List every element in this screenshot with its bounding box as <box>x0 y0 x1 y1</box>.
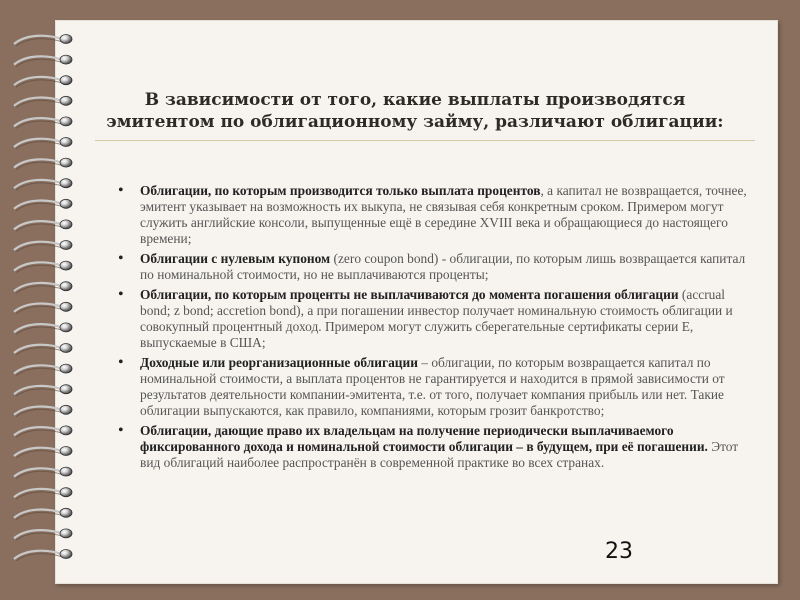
spiral-ring <box>60 241 72 250</box>
bullet-list <box>118 183 751 475</box>
spiral-ring <box>60 529 72 538</box>
title-divider <box>95 140 755 141</box>
bullet-item <box>118 287 751 351</box>
spiral-ring <box>60 426 72 435</box>
spiral-ring <box>60 344 72 353</box>
slide-title: В зависимости от того, какие выплаты производятся эмитентом по облигационному займу, различают облигации: <box>106 90 724 132</box>
spiral-ring <box>60 385 72 394</box>
spiral-ring <box>60 138 72 147</box>
spiral-ring <box>60 261 72 270</box>
page-number: 23 <box>605 539 633 564</box>
bullet-item <box>118 183 751 247</box>
spiral-ring <box>60 405 72 414</box>
spiral-ring <box>60 488 72 497</box>
spiral-ring <box>60 158 72 167</box>
spiral-ring <box>60 323 72 332</box>
spiral-binding-icon <box>10 20 80 580</box>
bullet-description: , а капитал не возвращается, точнее, эмитент указывает на возможность их выкупа, не связывая себя конкретным сроком. Примером могут служить английские консоли, выпущенные ещё в середине XVIII века и обращающиеся до настоящего времени; <box>140 183 747 246</box>
bullet-description: (zero coupon bond) - облигации, по которым лишь возвращается капитал по номинальной стоимости, но не выплачиваются проценты; <box>140 251 746 282</box>
spiral-ring <box>60 447 72 456</box>
bullet-term: Доходные или реорганизационные облигации <box>140 355 418 370</box>
spiral-ring <box>60 467 72 476</box>
bullet-term: Облигации, дающие право их владельцам на получение периодически выплачиваемого фиксированного дохода и номинальной стоимости облигации – в будущем, при её погашении. <box>140 423 708 454</box>
bullet-term: Облигации, по которым производится только выплата процентов <box>140 183 541 198</box>
bullet-term: Облигации с нулевым купоном <box>140 251 331 266</box>
bullet-description: Этот вид облигаций наиболее распространён в современной практике во всех странах. <box>140 439 739 470</box>
spiral-ring <box>60 508 72 517</box>
spiral-ring <box>60 35 72 44</box>
spiral-ring <box>60 117 72 126</box>
bullet-item <box>118 251 751 283</box>
spiral-ring <box>60 96 72 105</box>
spiral-ring <box>60 199 72 208</box>
spiral-ring <box>60 220 72 229</box>
spiral-ring <box>60 55 72 64</box>
spiral-ring <box>60 364 72 373</box>
bullet-description: – облигации, по которым возвращается капитал по номинальной стоимости, а выплата процентов не гарантируется и находится в прямой зависимости от результатов деятельности компании-эмитента, т.е. от того, получает компания прибыль или нет. Такие облигации выпускаются, как правило, компаниями, которым грозит банкротство; <box>140 355 725 418</box>
spiral-ring <box>60 302 72 311</box>
spiral-ring <box>60 550 72 559</box>
bullet-item <box>118 423 751 471</box>
spiral-ring <box>60 179 72 188</box>
bullet-item <box>118 355 751 419</box>
bullet-description: (accrual bond; z bond; accretion bond), а при погашении инвестор получает номинальную стоимость облигации и совокупный процентный доход. Примером могут служить сберегательные сертификаты серии Е, выпускаемые в США; <box>140 287 733 350</box>
bullet-term: Облигации, по которым проценты не выплачиваются до момента погашения облигации <box>140 287 679 302</box>
spiral-ring <box>60 282 72 291</box>
spiral-ring <box>60 76 72 85</box>
